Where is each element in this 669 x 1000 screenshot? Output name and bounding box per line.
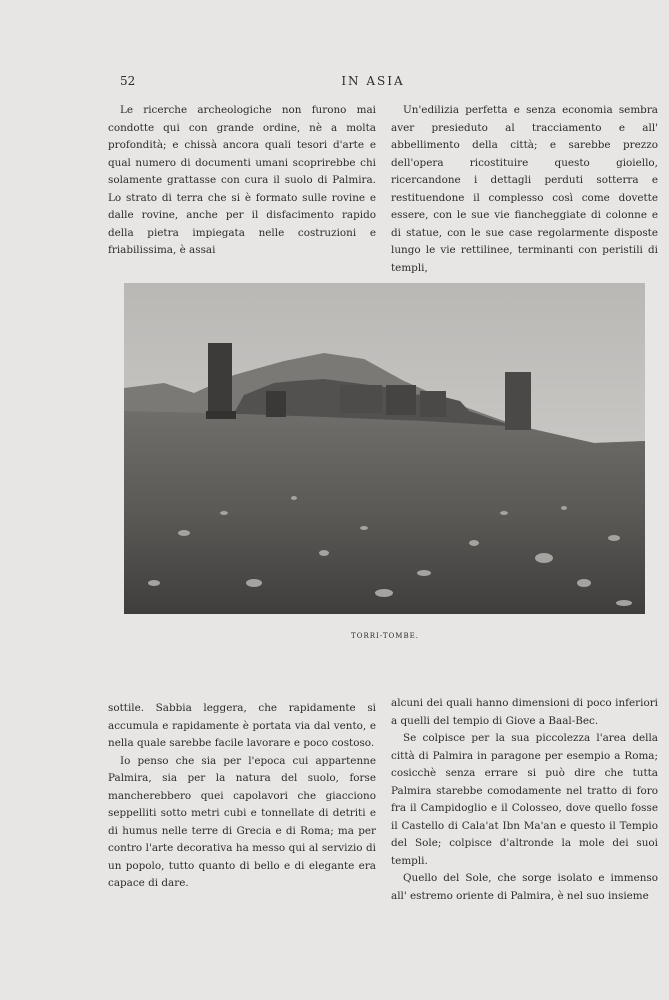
tower-tomb-left [208,343,232,415]
ground [124,411,645,614]
paragraph: sottile. Sabbia leggera, che rapidamente si accumula e rapidamente è portata via dal vento, e nella quale sarebbe facile lavorare e poco costoso. [108,702,376,749]
photo-illustration [124,283,645,614]
figure-caption: TORRI-TOMBE. [351,632,419,640]
paragraph: Se colpisce per la sua piccolezza l'area della città di Palmira in paragone per esempio a Roma; cosicchè senza errare si può dire che tutta Palmira starebbe comodamente nel tratto di foro fra il Campidoglio e il Colosseo, dove quello fosse il Castello di Cala'at Ibn Ma'an e questo il Tempio del Sole; colpisce d'altronde la mole dei suoi templi. [391,732,658,867]
paragraph: Le ricerche archeologiche non furono mai condotte qui con grande ordine, nè a molta profondità; e chissà ancora quali tesori d'arte e qual numero di documenti umani scoprirebbe chi solamente grattasse con cura il suolo di Palmira. Lo strato di terra che si è formato sulle rovine e dalle rovine, anche per il disfacimento rapido della pietra impiegata nelle costruzioni e friabilissima, è assai [108,104,376,256]
text-column-bottom-left [108,700,376,893]
page-number: 52 [120,74,136,88]
text-column-top-left [108,102,376,260]
text-column-top-right [391,102,658,277]
paragraph: Quello del Sole, che sorge isolato e immenso all' estremo oriente di Palmira, è nel suo insieme [391,872,658,902]
text-column-bottom-right [391,695,658,905]
paragraph: Un'edilizia perfetta e senza economia sembra aver presieduto al tracciamento e all' abbellimento della città; e sarebbe prezzo dell'opera ricostituire questo gioiello, ricercandone i dettagli perduti sotterra e restituendone il complesso così come dovette essere, con le sue vie fiancheggiate di colonne e di statue, con le sue case regolarmente disposte lungo le vie rettilinee, terminanti con peristili di templi, [391,104,658,274]
running-title: IN ASIA [341,74,405,88]
tower-tomb-right [505,372,531,430]
paragraph: Io penso che sia per l'epoca cui appartenne Palmira, sia per la natura del suolo, forse mancherebbero quei capolavori che giacciono seppelliti sotto metri cubi e tonnellate di detriti e di humus nelle terre di Grecia e di Roma; ma per contro l'arte decorativa ha messo qui al servizio di un popolo, tutto quanto di bello e di elegante era capace di dare. [108,754,376,889]
paragraph: alcuni dei quali hanno dimensioni di poco inferiori a quelli del tempio di Giove a Baal-Bec. [391,697,658,727]
photograph-tower-tombs [124,283,645,614]
